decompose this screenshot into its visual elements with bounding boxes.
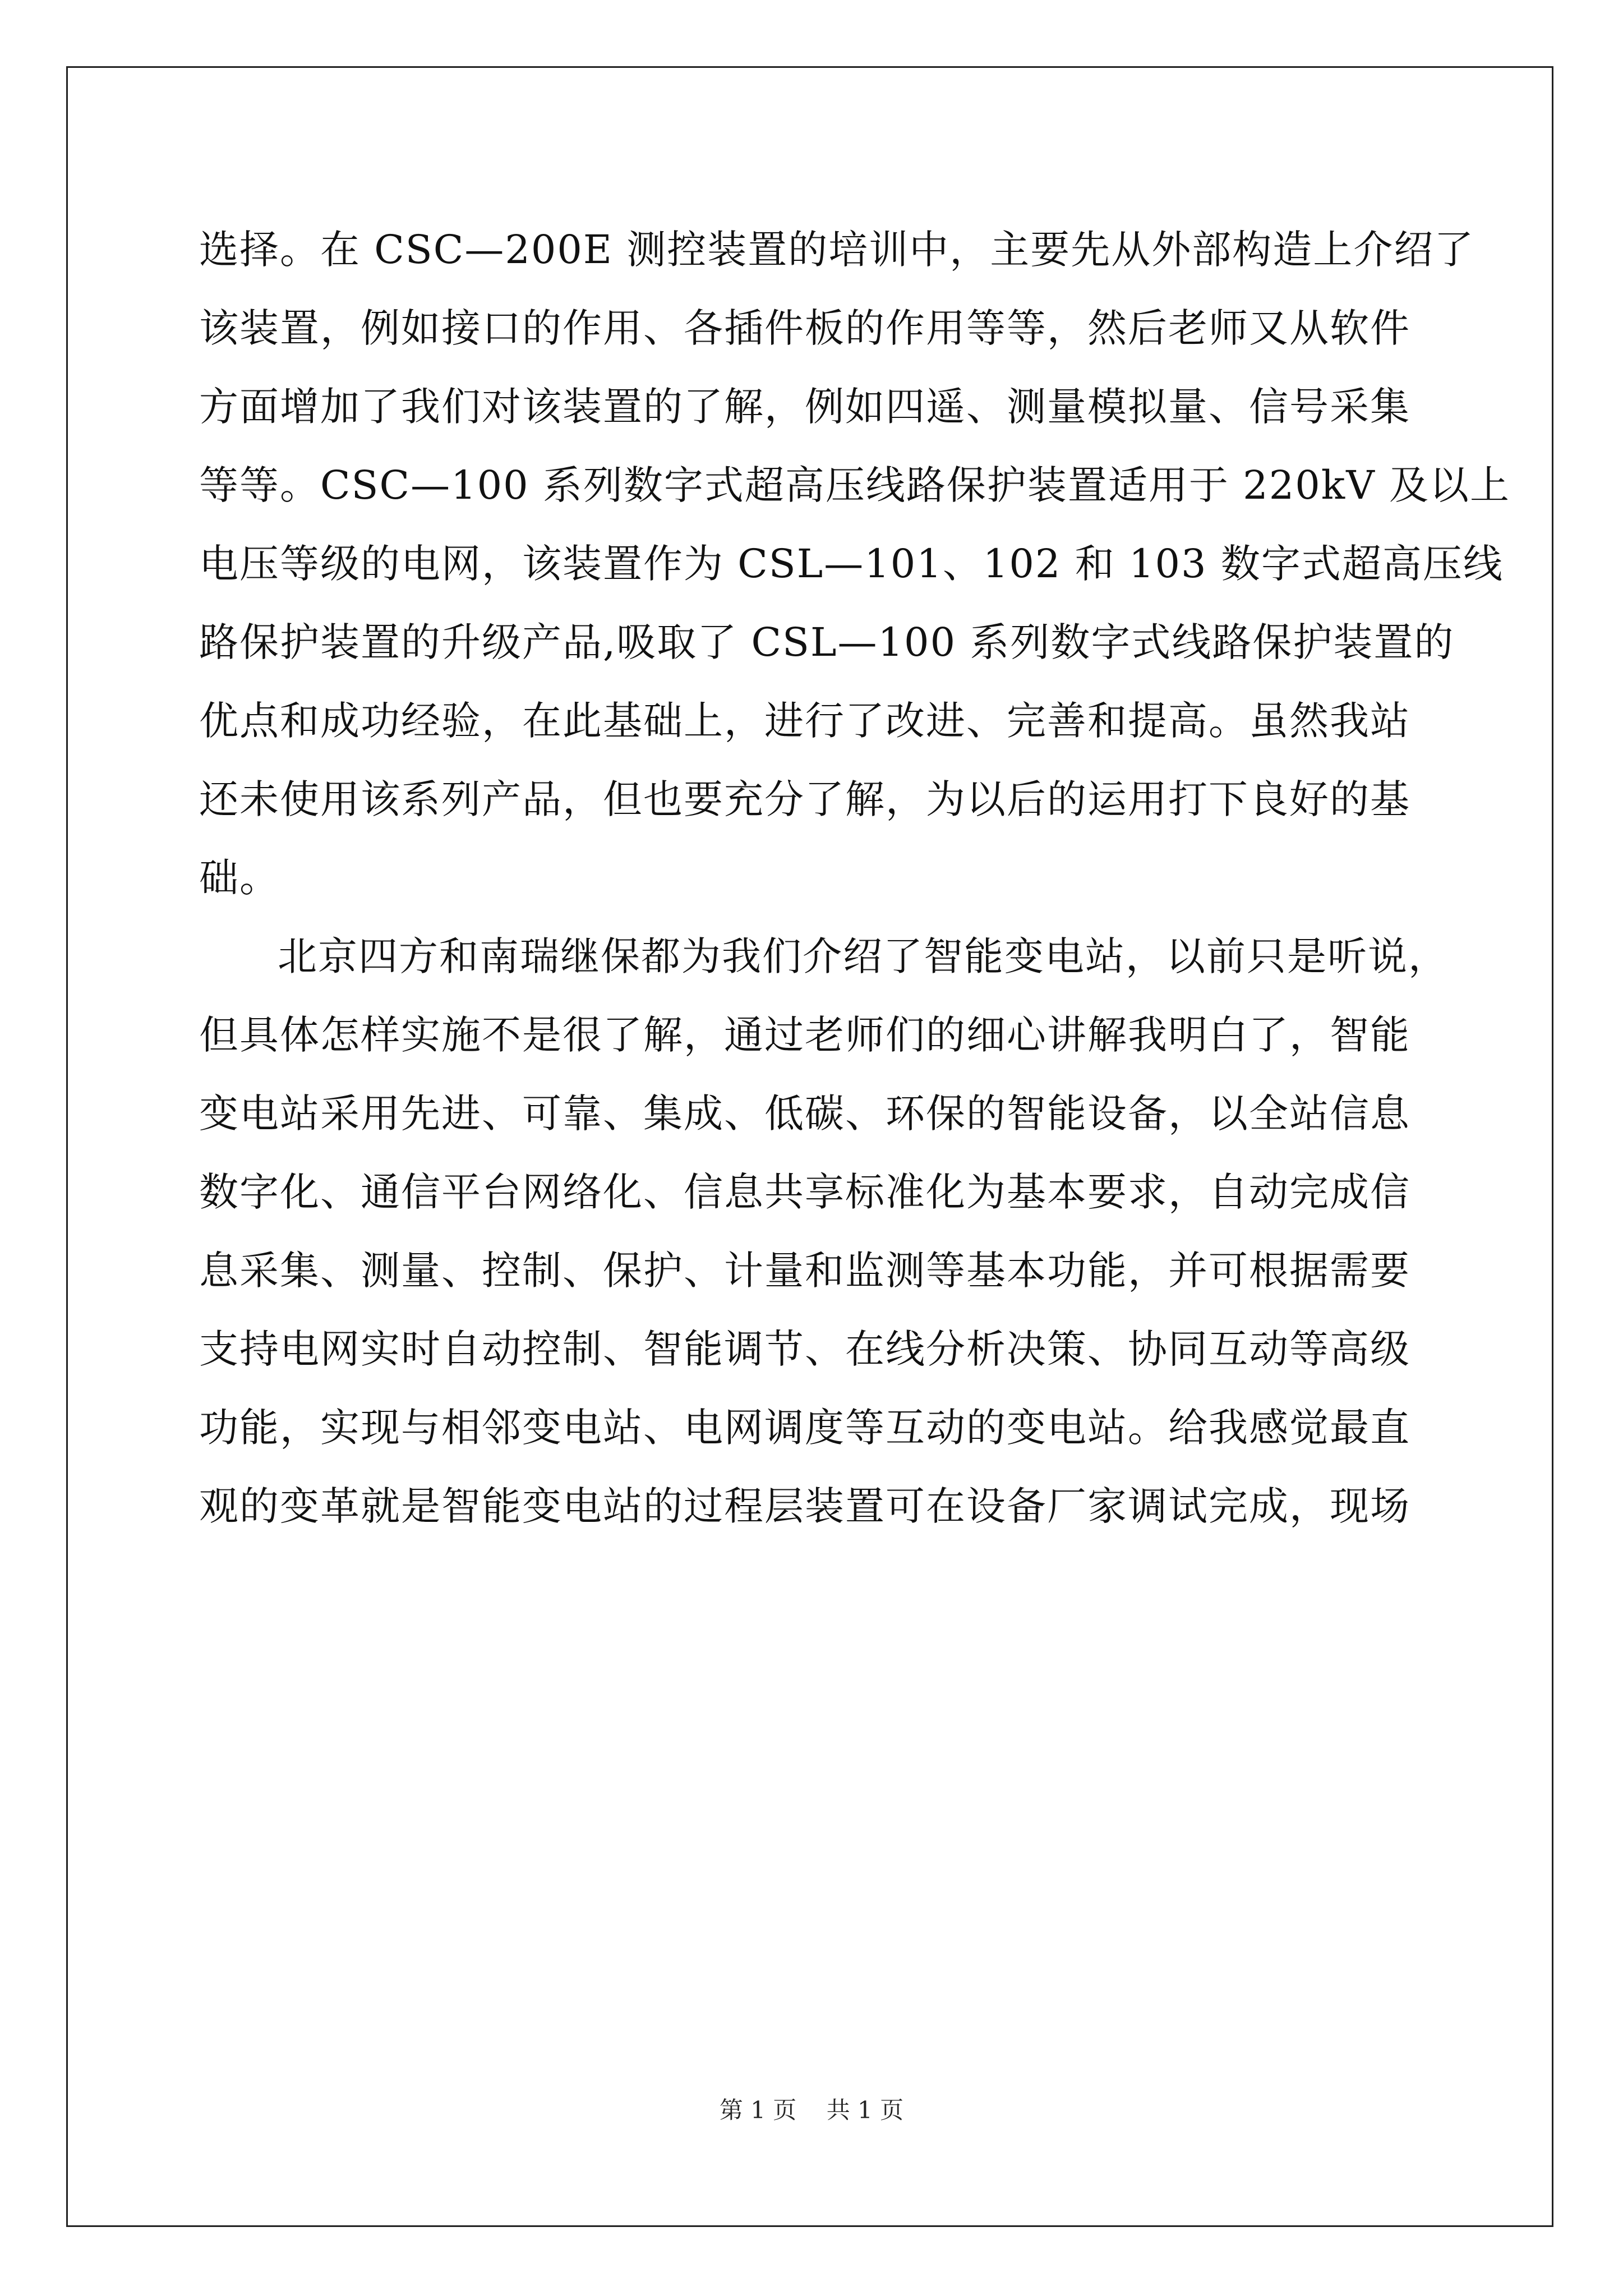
paragraph-1-line-6: 路保护装置的升级产品,吸取了 CSL—100 系列数字式线路保护装置的 — [199, 619, 1455, 665]
paragraph-1-line-3: 方面增加了我们对该装置的了解，例如四遥、测量模拟量、信号采集 — [199, 384, 1410, 430]
paragraph-1-line-1: 选择。在 CSC—200E 测控装置的培训中，主要先从外部构造上介绍了 — [199, 227, 1475, 273]
paragraph-1-line-8: 还未使用该系列产品，但也要充分了解，为以后的运用打下良好的基 — [199, 776, 1410, 822]
paragraph-1-line-9: 础。 — [199, 855, 280, 901]
paragraph-2-line-2: 但具体怎样实施不是很了解，通过老师们的细心讲解我明白了，智能 — [199, 1012, 1410, 1058]
paragraph-1-line-2: 该装置，例如接口的作用、各插件板的作用等等，然后老师又从软件 — [199, 305, 1410, 351]
paragraph-2-line-4: 数字化、通信平台网络化、信息共享标准化为基本要求，自动完成信 — [199, 1169, 1410, 1215]
paragraph-1-line-7: 优点和成功经验，在此基础上，进行了改进、完善和提高。虽然我站 — [199, 698, 1410, 744]
paragraph-1-line-5: 电压等级的电网，该装置作为 CSL—101、102 和 103 数字式超高压线 — [199, 541, 1504, 587]
paragraph-2-line-5: 息采集、测量、控制、保护、计量和监测等基本功能，并可根据需要 — [199, 1248, 1410, 1294]
page-number-footer: 第 1 页 共 1 页 — [719, 2096, 904, 2124]
paragraph-1-line-4: 等等。CSC—100 系列数字式超高压线路保护装置适用于 220kV 及以上 — [199, 462, 1511, 508]
paragraph-2-line-1: 北京四方和南瑞继保都为我们介绍了智能变电站，以前只是听说， — [278, 933, 1449, 979]
paragraph-2-line-7: 功能，实现与相邻变电站、电网调度等互动的变电站。给我感觉最直 — [199, 1405, 1410, 1451]
paragraph-2-line-3: 变电站采用先进、可靠、集成、低碳、环保的智能设备，以全站信息 — [199, 1091, 1410, 1137]
paragraph-2-line-6: 支持电网实时自动控制、智能调节、在线分析决策、协同互动等高级 — [199, 1326, 1410, 1372]
paragraph-2-line-8: 观的变革就是智能变电站的过程层装置可在设备厂家调试完成，现场 — [199, 1483, 1410, 1529]
